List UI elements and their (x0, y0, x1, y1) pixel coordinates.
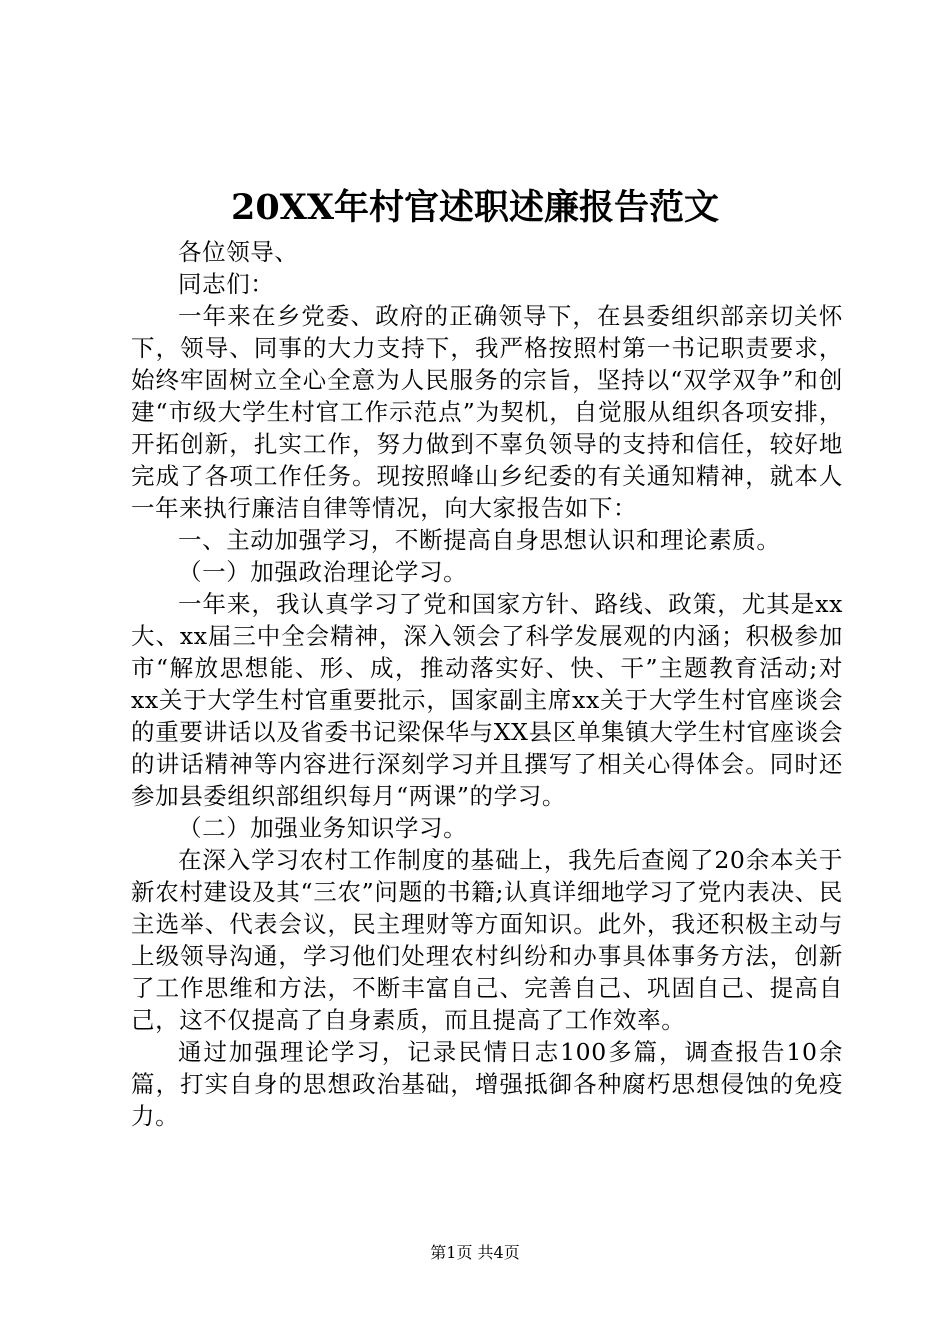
body-paragraph-business-study: 在深入学习农村工作制度的基础上，我先后查阅了20余本关于新农村建设及其“三农”问题的书籍;认真详细地学习了党内表决、民主选举、代表会议，民主理财等方面知识。此外，我还积极主动与上级领导沟通，学习他们处理农村纠纷和办事具体事务方法，创新了工作思维和方法，不断丰富自己、完善自己、巩固自己、提高自己，这不仅提高了自身素质，而且提高了工作效率。 (131, 846, 843, 1034)
page-number-footer: 第1页 共4页 (430, 1243, 520, 1262)
salutation-line-1: 各位领导、 (178, 238, 299, 266)
subsection-heading-1: （一）加强政治理论学习。 (178, 558, 468, 586)
body-paragraph-political-study: 一年来，我认真学习了党和国家方针、路线、政策，尤其是xx大、xx届三中全会精神，深入领会了科学发展观的内涵；积极参加市“解放思想能、形、成，推动落实好、快、干”主题教育活动;对xx关于大学生村官重要批示，国家副主席xx关于大学生村官座谈会的重要讲话以及省委书记梁保华与XX县区单集镇大学生村官座谈会的讲话精神等内容进行深刻学习并且撰写了相关心得体会。同时还参加县委组织部组织每月“两课”的学习。 (131, 590, 843, 810)
body-paragraph-summary: 通过加强理论学习，记录民情日志100多篇，调查报告10余篇，打实自身的思想政治基础，增强抵御各种腐朽思想侵蚀的免疫力。 (131, 1038, 843, 1130)
subsection-heading-2: （二）加强业务知识学习。 (178, 814, 468, 842)
document-body (131, 236, 843, 1132)
section-heading-1: 一、主动加强学习，不断提高自身思想认识和理论素质。 (178, 526, 781, 554)
salutation-line-2: 同志们： (178, 270, 275, 298)
body-paragraph-intro: 一年来在乡党委、政府的正确领导下，在县委组织部亲切关怀下，领导、同事的大力支持下，我严格按照村第一书记职责要求，始终牢固树立全心全意为人民服务的宗旨，坚持以“双学双争”和创建“市级大学生村官工作示范点”为契机，自觉服从组织各项安排，开拓创新，扎实工作，努力做到不辜负领导的支持和信任，较好地完成了各项工作任务。现按照峰山乡纪委的有关通知精神，就本人一年来执行廉洁自律等情况，向大家报告如下： (131, 302, 843, 522)
document-title: 20XX年村官述职述廉报告范文 (230, 187, 720, 228)
